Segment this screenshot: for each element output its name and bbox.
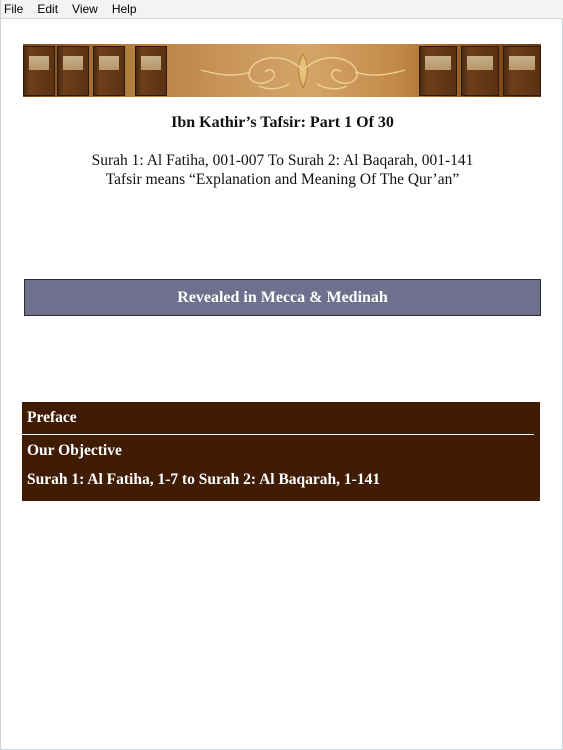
menu-view[interactable]: View [72,1,98,16]
menu-bar [1,0,563,19]
menu-edit[interactable]: Edit [37,1,59,16]
book-image [57,46,89,96]
toc-item-preface[interactable]: Preface [27,409,77,426]
revealed-banner: Revealed in Mecca & Medinah [24,279,541,316]
page-title: Ibn Kathir’s Tafsir: Part 1 Of 30 [171,114,394,131]
book-image [419,46,457,96]
book-image [503,46,541,96]
menu-help[interactable]: Help [111,1,137,16]
toc-divider [22,434,534,435]
table-of-contents [22,402,540,501]
book-image [23,46,55,96]
ornament-icon [193,48,413,94]
book-image [135,46,167,96]
subtitle-meaning: Tafsir means “Explanation and Meaning Of The Qur’an” [105,171,460,188]
toc-item-our-objective[interactable]: Our Objective [27,442,122,459]
toc-item-surah-range[interactable]: Surah 1: Al Fatiha, 1-7 to Surah 2: Al Baqarah, 1-141 [27,471,381,488]
menu-file[interactable]: File [4,1,24,16]
book-image [461,46,499,96]
book-image [93,46,125,96]
subtitle-range: Surah 1: Al Fatiha, 001-007 To Surah 2: Al Baqarah, 001-141 [91,152,474,169]
header-banner-image [23,44,541,97]
page-subtitle [1,151,563,189]
